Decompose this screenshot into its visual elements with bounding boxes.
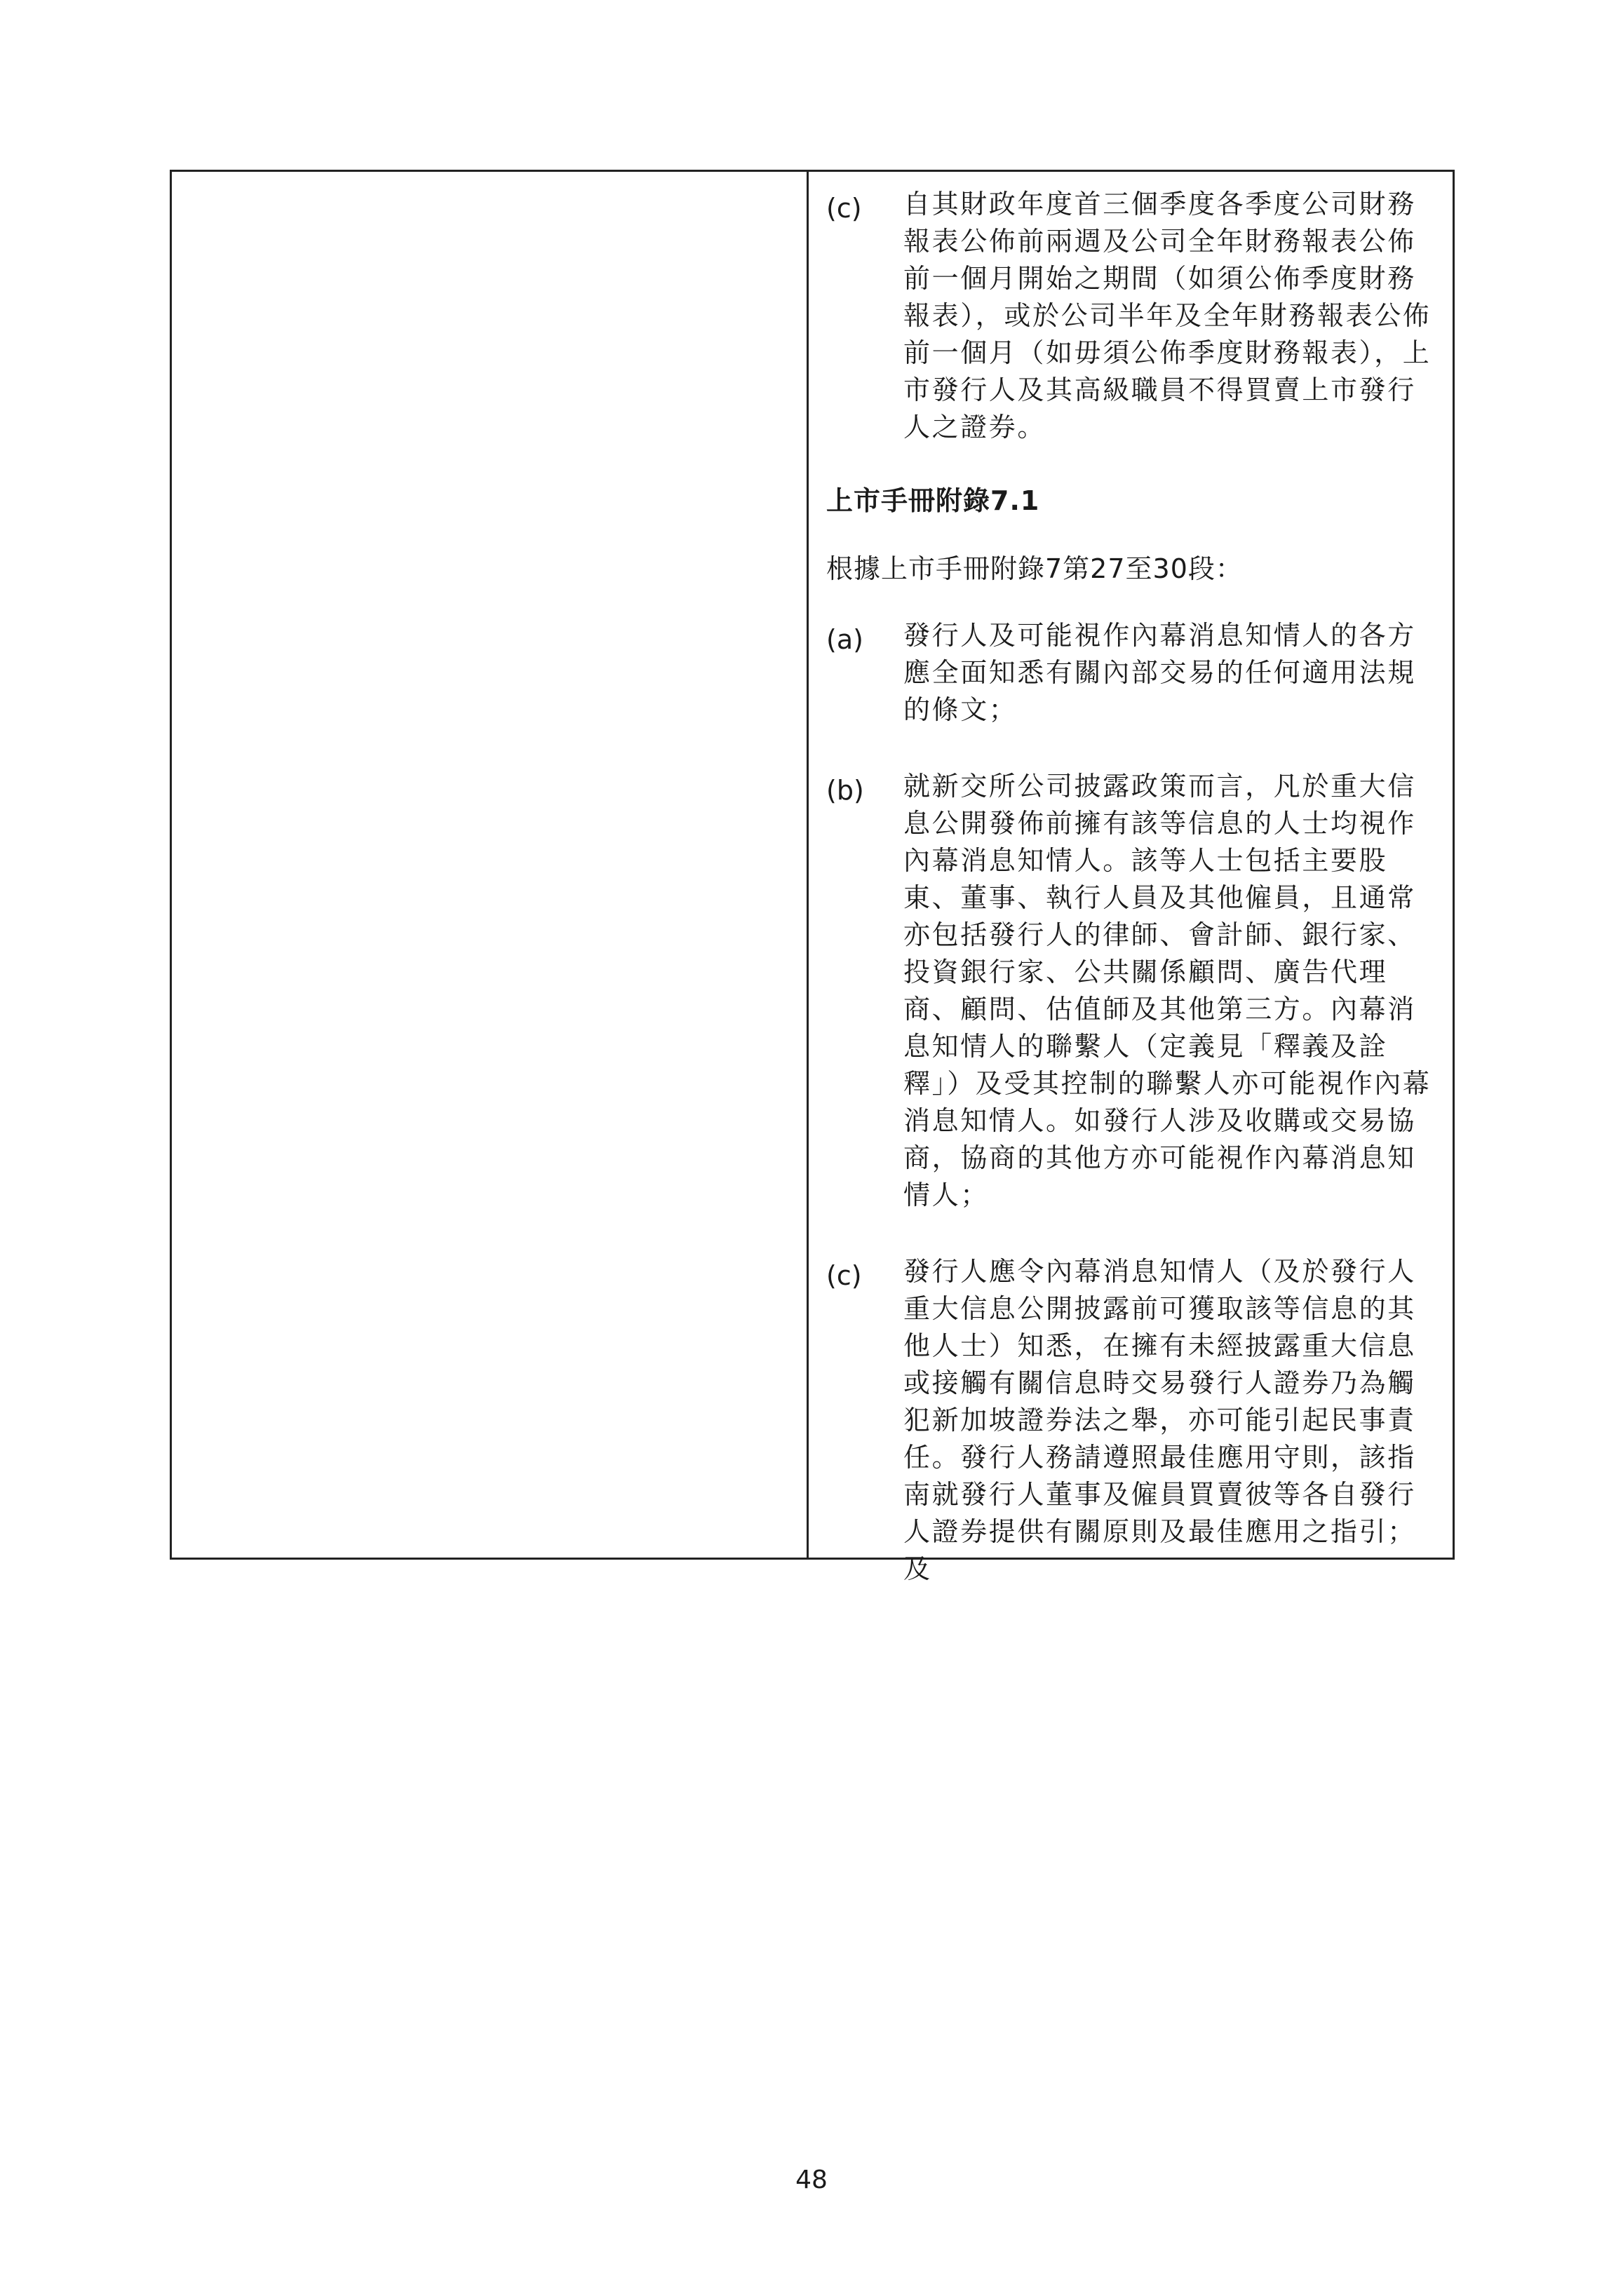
list-marker: (c) <box>826 193 862 224</box>
list-item-c-bottom <box>826 1253 1434 1588</box>
list-item-text: 發行人及可能視作內幕消息知情人的各方應全面知悉有關內部交易的任何適用法規的條文； <box>903 620 1416 725</box>
list-item-c-top <box>826 186 1434 446</box>
page-number: 48 <box>795 2166 828 2194</box>
list-item-a <box>826 617 1434 729</box>
list-marker: (a) <box>826 624 863 655</box>
section-intro: 根據上市手冊附錄7第27至30段： <box>826 553 1243 584</box>
document-table <box>170 170 1455 1584</box>
table-left-column <box>172 172 809 1558</box>
list-item-text: 就新交所公司披露政策而言，凡於重大信息公開發佈前擁有該等信息的人士均視作內幕消息知情人。該等人士包括主要股東、董事、執行人員及其他僱員，且通常亦包括發行人的律師、會計師、銀行家、投資銀行家、公共關係顧問、廣告代理商、顧問、估值師及其他第三方。內幕消息知情人的聯繫人（定義見「釋義及詮釋」）及受其控制的聯繫人亦可能視作內幕消息知情人。如發行人涉及收購或交易協商，協商的其他方亦可能視作內幕消息知情人； <box>903 771 1432 1210</box>
list-item-text: 自其財政年度首三個季度各季度公司財務報表公佈前兩週及公司全年財務報表公佈前一個月開始之期間（如須公佈季度財務報表），或於公司半年及全年財務報表公佈前一個月（如毋須公佈季度財務報表），上市發行人及其高級職員不得買賣上市發行人之證券。 <box>903 189 1432 443</box>
table-right-column <box>809 172 1453 1584</box>
list-marker: (b) <box>826 775 864 806</box>
list-item-text: 發行人應令內幕消息知情人（及於發行人重大信息公開披露前可獲取該等信息的其他人士）知悉，在擁有未經披露重大信息或接觸有關信息時交易發行人證券乃為觸犯新加坡證券法之舉，亦可能引起民事責任。發行人務請遵照最佳應用守則，該指南就發行人董事及僱員買賣彼等各自發行人證券提供有關原則及最佳應用之指引；及 <box>903 1256 1416 1584</box>
section-heading: 上市手冊附錄7.1 <box>826 485 1040 516</box>
list-item-b <box>826 768 1434 1214</box>
list-marker: (c) <box>826 1260 862 1291</box>
